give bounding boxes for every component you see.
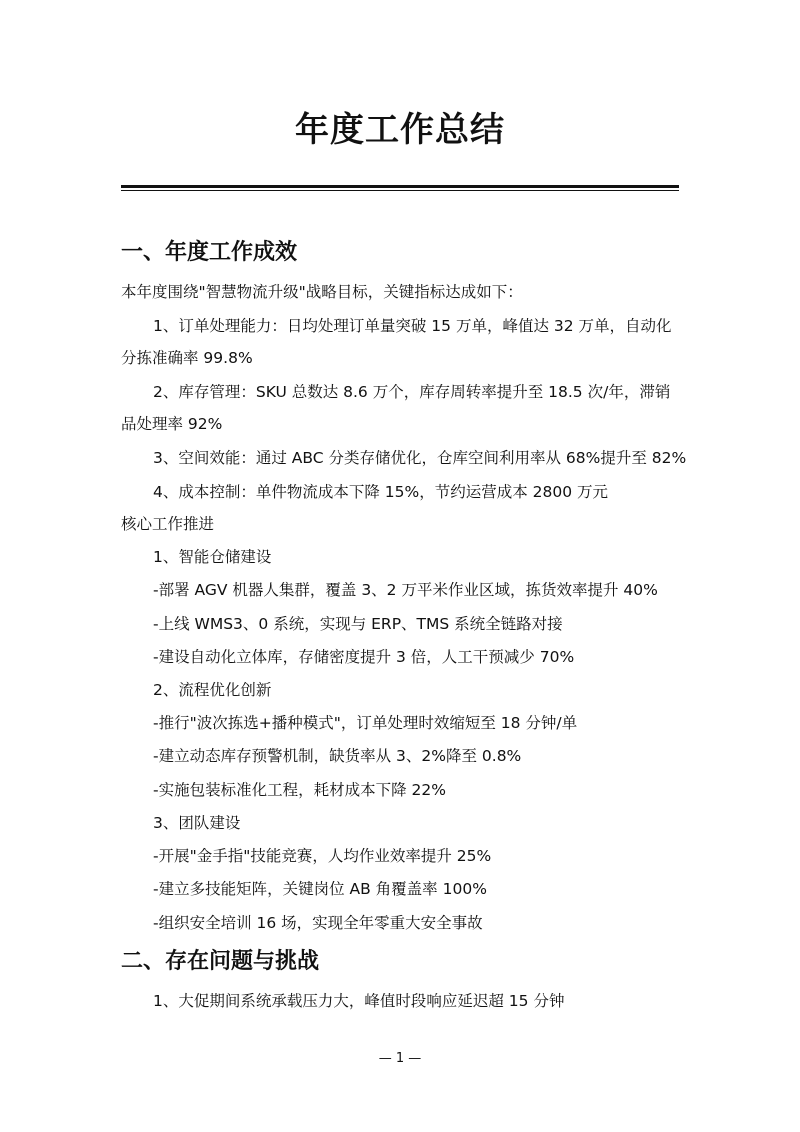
group-1-item-3: -建设自动化立体库，存储密度提升 3 倍，人工干预减少 70% (153, 648, 575, 666)
metric-4: 4、成本控制：单件物流成本下降 15%，节约运营成本 2800 万元 (153, 483, 609, 501)
section-heading-2: 二、存在问题与挑战 (121, 949, 320, 974)
section-intro: 本年度围绕"智慧物流升级"战略目标，关键指标达成如下： (121, 283, 523, 301)
section-heading-1: 一、年度工作成效 (121, 240, 298, 265)
core-work-title: 核心工作推进 (121, 515, 215, 533)
group-2-item-1: -推行"波次拣选+播种模式"，订单处理时效缩短至 18 分钟/单 (153, 714, 578, 732)
group-3-item-2: -建立多技能矩阵，关键岗位 AB 角覆盖率 100% (153, 880, 487, 898)
document-title: 年度工作总结 (295, 110, 505, 150)
metric-1-line2: 分拣准确率 99.8% (121, 349, 253, 367)
metric-2-line1: 2、库存管理：SKU 总数达 8.6 万个，库存周转率提升至 18.5 次/年，滞销 (153, 383, 671, 401)
page-number: — 1 — (378, 1051, 422, 1066)
group-3-item-3: -组织安全培训 16 场，实现全年零重大安全事故 (153, 914, 483, 932)
group-2-title: 2、流程优化创新 (153, 681, 272, 699)
metric-1-line1: 1、订单处理能力：日均处理订单量突破 15 万单，峰值达 32 万单，自动化 (153, 317, 672, 335)
group-3-item-1: -开展"金手指"技能竞赛，人均作业效率提升 25% (153, 847, 492, 865)
group-2-item-2: -建立动态库存预警机制，缺货率从 3、2%降至 0.8% (153, 747, 522, 765)
title-divider-thin (121, 190, 679, 191)
group-1-title: 1、智能仓储建设 (153, 548, 272, 566)
issue-item-1: 1、大促期间系统承载压力大，峰值时段响应延迟超 15 分钟 (153, 992, 565, 1010)
title-divider-thick (121, 185, 679, 188)
metric-2-line2: 品处理率 92% (121, 415, 223, 433)
metric-3: 3、空间效能：通过 ABC 分类存储优化，仓库空间利用率从 68%提升至 82% (153, 449, 687, 467)
group-3-title: 3、团队建设 (153, 814, 241, 832)
group-1-item-2: -上线 WMS3、0 系统，实现与 ERP、TMS 系统全链路对接 (153, 615, 563, 633)
group-1-item-1: -部署 AGV 机器人集群，覆盖 3、2 万平米作业区域，拣货效率提升 40% (153, 581, 658, 599)
group-2-item-3: -实施包装标准化工程，耗材成本下降 22% (153, 781, 446, 799)
